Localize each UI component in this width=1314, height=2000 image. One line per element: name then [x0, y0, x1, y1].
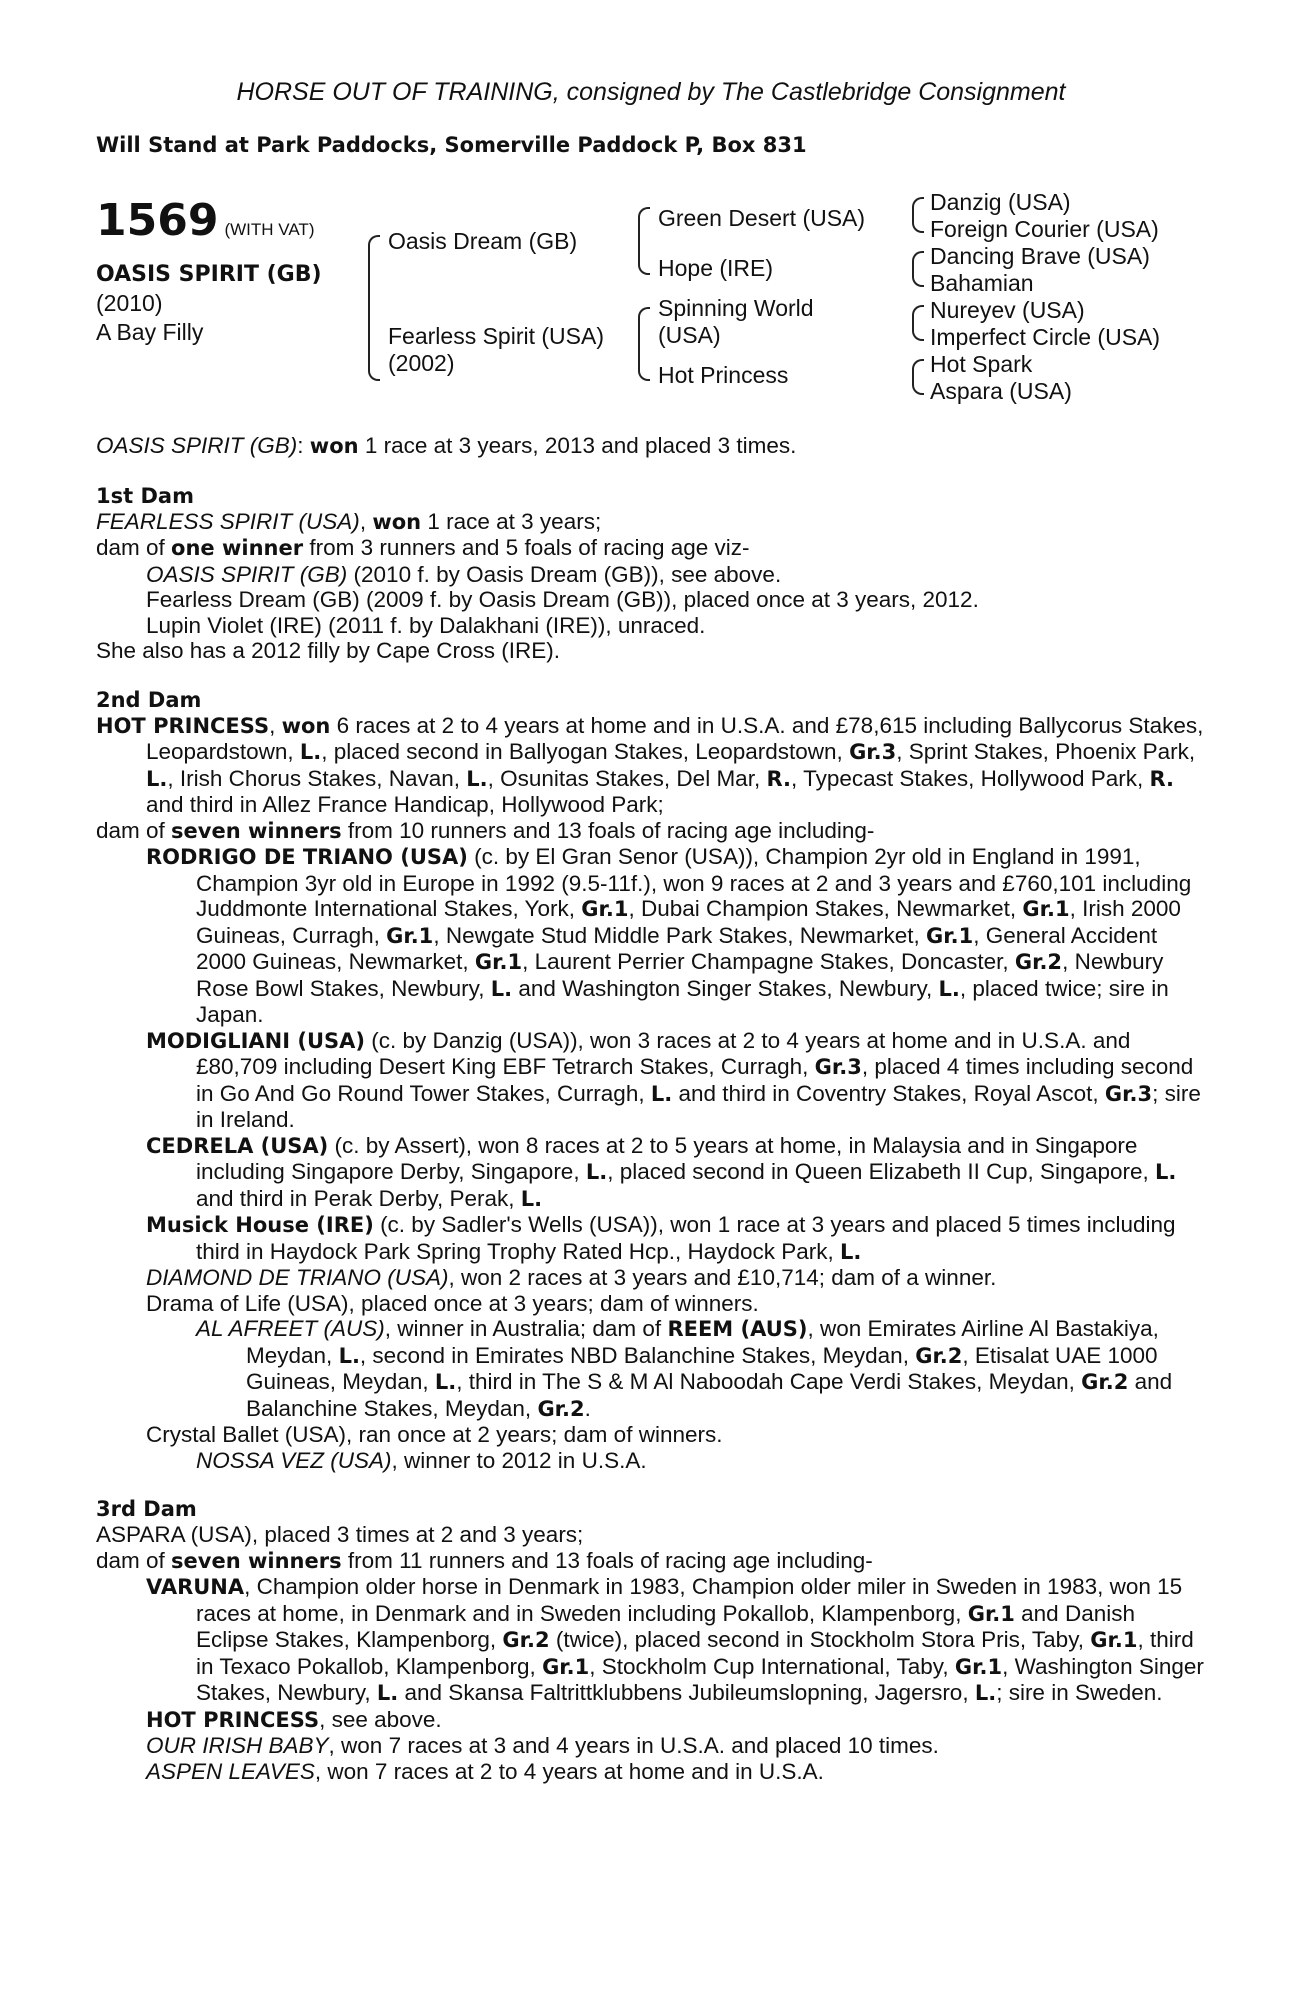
page-title: HORSE OUT OF TRAINING, consigned by The Castlebridge Consignment — [236, 78, 1066, 106]
lot-number: 1569 — [96, 195, 219, 246]
first-dam-note: She also has a 2012 filly by Cape Cross (IRE). — [96, 638, 560, 663]
horse-description: A Bay Filly — [96, 319, 204, 345]
horse-info — [96, 260, 322, 347]
pedigree-sire-dam: Hope (IRE) — [658, 255, 774, 281]
foal-item: OASIS SPIRIT (GB) (2010 f. by Oasis Dream (GB)), see above. — [146, 561, 782, 587]
third-dam-section — [96, 1497, 1206, 1784]
catalogue-page — [96, 78, 1206, 1784]
pedigree-gen4-7: Hot Spark — [930, 351, 1033, 377]
produce-cedrela: CEDRELA (USA) (c. by Assert), won 8 races at 2 to 5 years at home, in Malaysia and in Singapore including Singapore Derby, Singapore, L., placed second in Queen Elizabeth II Cup, Singapore, L. and third in Perak Derby, Perak, L. — [146, 1132, 1177, 1211]
brace-gen3-d — [912, 359, 924, 395]
produce-drama: Drama of Life (USA), placed once at 3 years; dam of winners. — [146, 1290, 759, 1316]
pedigree-dam-sire-line1: Spinning World — [658, 295, 814, 321]
brace-gen3-a — [912, 197, 924, 233]
stand-location: Will Stand at Park Paddocks, Somerville Paddock P, Box 831 — [96, 133, 807, 157]
pedigree-dam-sire-line2: (USA) — [658, 322, 721, 348]
produce-musick-house: Musick House (IRE) (c. by Sadler's Wells (USA)), won 1 race at 3 years and placed 5 times including third in Haydock Park Spring Trophy Rated Hcp., Haydock Park, L. — [146, 1212, 1176, 1264]
pedigree-gen4-3: Dancing Brave (USA) — [930, 243, 1150, 269]
second-dam-heading: 2nd Dam — [96, 687, 202, 712]
second-dam-produce: dam of seven winners from 10 runners and 13 foals of racing age including- — [96, 817, 875, 843]
third-dam-produce: dam of seven winners from 11 runners and 13 foals of racing age including- — [96, 1547, 873, 1573]
pedigree-dam-line2: (2002) — [388, 350, 455, 376]
second-dam-section — [96, 688, 1206, 1474]
produce-diamond: DIAMOND DE TRIANO (USA), won 2 races at 3 years and £10,714; dam of a winner. — [146, 1265, 997, 1290]
pedigree-dam-dam: Hot Princess — [658, 362, 789, 388]
produce-rodrigo: RODRIGO DE TRIANO (USA) (c. by El Gran Senor (USA)), Champion 2yr old in England in 1991, Champion 3yr old in Europe in 1992 (9.5-11f.), won 9 races at 2 and 3 years and £760,101 including Juddmonte International Stakes, York, Gr.1, Dubai Champion Stakes, Newmarket, Gr.1, Irish 2000 Guineas, Curragh, Gr.1, Newgate Stud Middle Park Stakes, Newmarket, Gr.1, General Accident 2000 Guineas, Newmarket, Gr.1, Laurent Perrier Champagne Stakes, Doncaster, Gr.2, Newbury Rose Bowl Stakes, Newbury, L. and Washington Singer Stakes, Newbury, L., placed twice; sire in Japan. — [146, 844, 1192, 1027]
produce-modigliani: MODIGLIANI (USA) (c. by Danzig (USA)), won 3 races at 2 to 4 years at home and in U.S.A. and £80,709 including Desert King EBF Tetrarch Stakes, Curragh, Gr.3, placed 4 times including second in Go And Go Round Tower Stakes, Curragh, L. and third in Coventry Stakes, Royal Ascot, Gr.3; sire in Ireland. — [146, 1027, 1201, 1132]
third-dam-heading: 3rd Dam — [96, 1497, 197, 1521]
foal-item: Fearless Dream (GB) (2009 f. by Oasis Dream (GB)), placed once at 3 years, 2012. — [146, 587, 979, 612]
brace-gen3-c — [912, 305, 924, 341]
foal-item: Lupin Violet (IRE) (2011 f. by Dalakhani (IRE)), unraced. — [146, 612, 706, 638]
horse-year: (2010) — [96, 290, 163, 316]
granddaughter-nossa: NOSSA VEZ (USA), winner to 2012 in U.S.A. — [196, 1447, 647, 1473]
pedigree-gen4-5: Nureyev (USA) — [930, 297, 1085, 323]
first-dam-section — [96, 484, 1206, 664]
pedigree-gen4-1: Danzig (USA) — [930, 189, 1071, 215]
pedigree-gen4-8: Aspara (USA) — [930, 378, 1072, 404]
horse-name: OASIS SPIRIT (GB) — [96, 262, 322, 287]
brace-gen3-b — [912, 251, 924, 287]
third-dam-record: ASPARA (USA), placed 3 times at 2 and 3 years; — [96, 1522, 584, 1547]
pedigree-sire: Oasis Dream (GB) — [388, 228, 578, 254]
produce-varuna: VARUNA, Champion older horse in Denmark in 1983, Champion older miler in Sweden in 1983, won 15 races at home, in Denmark and in Sweden including Pokallob, Klampenborg, Gr.1 and Danish Eclipse Stakes, Klampenborg, Gr.2 (twice), placed second in Stockholm Stora Pris, Taby, Gr.1, third in Texaco Pokallob, Klampenborg, Gr.1, Stockholm Cup International, Taby, Gr.1, Washington Singer Stakes, Newbury, L. and Skansa Faltrittklubbens Jubileumslopning, Jagersro, L.; sire in Sweden. — [146, 1574, 1204, 1705]
brace-gen2-sire — [638, 207, 650, 275]
pedigree-gen4-2: Foreign Courier (USA) — [930, 216, 1159, 242]
lot-heading — [96, 195, 314, 246]
brace-gen2-dam — [638, 307, 650, 381]
first-dam-produce: dam of one winner from 3 runners and 5 foals of racing age viz- — [96, 535, 750, 560]
first-dam-record: FEARLESS SPIRIT (USA), won 1 race at 3 years; — [96, 508, 602, 534]
pedigree-table — [96, 189, 1206, 405]
lot-vat-note: (WITH VAT) — [224, 220, 315, 239]
second-dam-record: HOT PRINCESS, won 6 races at 2 to 4 years at home and in U.S.A. and £78,615 including Ballycorus Stakes, Leopardstown, L., placed second in Ballyogan Stakes, Leopardstown, Gr.3, Sprint Stakes, Phoenix Park, L., Irish Chorus Stakes, Navan, L., Osunitas Stakes, Del Mar, R., Typecast Stakes, Hollywood Park, R. and third in Allez France Handicap, Hollywood Park; — [96, 712, 1204, 817]
produce-aspen-leaves: ASPEN LEAVES, won 7 races at 2 to 4 years at home and in U.S.A. — [146, 1758, 824, 1784]
brace-gen1 — [368, 235, 380, 381]
pedigree-sire-sire: Green Desert (USA) — [658, 205, 866, 231]
granddaughter-afreet: AL AFREET (AUS), winner in Australia; dam of REEM (AUS), won Emirates Airline Al Bastakiya, Meydan, L., second in Emirates NBD Balanchine Stakes, Meydan, Gr.2, Etisalat UAE 1000 Guineas, Meydan, L., third in The S & M Al Naboodah Cape Verdi Stakes, Meydan, Gr.2 and Balanchine Stakes, Meydan, Gr.2. — [196, 1316, 1173, 1421]
first-dam-heading: 1st Dam — [96, 483, 194, 508]
produce-our-irish-baby: OUR IRISH BABY, won 7 races at 3 and 4 years in U.S.A. and placed 10 times. — [146, 1733, 939, 1758]
pedigree-gen4-4: Bahamian — [930, 270, 1034, 296]
pedigree-dam-line1: Fearless Spirit (USA) — [388, 323, 604, 349]
produce-crystal-ballet: Crystal Ballet (USA), ran once at 2 years; dam of winners. — [146, 1422, 723, 1447]
produce-hot-princess: HOT PRINCESS, see above. — [146, 1706, 442, 1732]
pedigree-gen4-6: Imperfect Circle (USA) — [930, 324, 1161, 350]
race-summary: OASIS SPIRIT (GB): won 1 race at 3 years, 2013 and placed 3 times. — [96, 433, 797, 458]
